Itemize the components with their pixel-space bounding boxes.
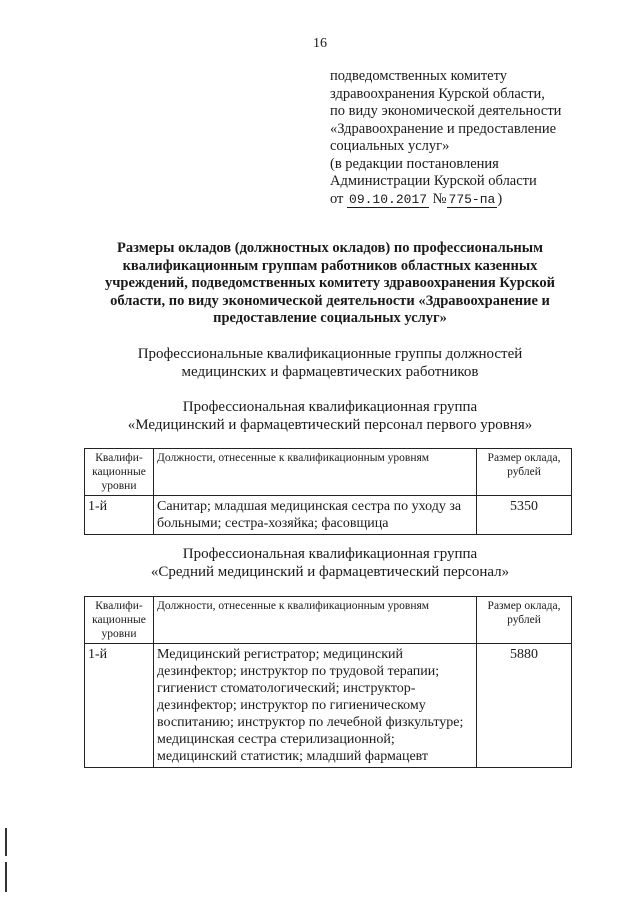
resolution-number: 775-па <box>448 191 496 207</box>
header-line: по виду экономической деятельности <box>330 103 562 119</box>
column-header-salary: Размер оклада, рублей <box>477 597 572 644</box>
header-line: социальных услуг» <box>330 138 450 154</box>
resolution-date: 09.10.2017 <box>349 191 428 207</box>
scan-margin-mark <box>5 862 7 892</box>
header-line: (в редакции постановления <box>330 155 499 172</box>
group-heading-line: Профессиональная квалификационная группа <box>182 546 478 562</box>
group-heading-line: «Средний медицинский и фармацевтический персонал» <box>150 564 510 580</box>
group-heading-line: «Медицинский и фармацевтический персонал первого уровня» <box>127 417 533 433</box>
header-line: подведомственных комитету <box>330 68 507 84</box>
salary-cell: 5880 <box>477 644 572 768</box>
positions-cell: Санитар; младшая медицинская сестра по уходу за больными; сестра-хозяйка; фасовщица <box>154 496 477 535</box>
group-heading <box>100 398 560 434</box>
salary-cell: 5350 <box>477 496 572 535</box>
section-heading-line: Профессиональные квалификационные группы должностей <box>137 346 523 362</box>
close-paren: ) <box>497 190 503 207</box>
level-cell: 1-й <box>85 644 154 768</box>
column-header-level: Квалифи-кационные уровни <box>85 449 154 496</box>
from-label: от <box>330 190 344 207</box>
column-header-salary: Размер оклада, рублей <box>477 449 572 496</box>
salary-table <box>84 448 572 535</box>
header-line: «Здравоохранение и предоставление <box>330 120 557 137</box>
scan-margin-mark <box>5 828 7 856</box>
header-line: здравоохранения Курской области, <box>330 85 545 102</box>
column-header-positions: Должности, отнесенные к квалификационным уровням <box>154 449 477 496</box>
group-heading <box>100 545 560 581</box>
table-row <box>85 644 572 768</box>
table-header-row <box>85 597 572 644</box>
header-date-line <box>330 191 600 209</box>
positions-cell: Медицинский регистратор; медицинский дезинфектор; инструктор по трудовой терапии; гигиенист стоматологический; инструктор-дезинфектор; инструктор по гигиеническому воспитанию; инструктор по лечебной физкультуре; медицинская сестра стерилизационной; медицинский статистик; младший фармацевт <box>154 644 477 768</box>
approval-header <box>330 68 600 208</box>
number-label: № <box>432 190 447 207</box>
section-heading-line: медицинских и фармацевтических работников <box>181 364 479 380</box>
section-heading <box>100 345 560 381</box>
level-cell: 1-й <box>85 496 154 535</box>
header-line: Администрации Курской области <box>330 173 537 189</box>
table-row <box>85 496 572 535</box>
table-header-row <box>85 449 572 496</box>
group-heading-line: Профессиональная квалификационная группа <box>182 399 478 415</box>
salary-table <box>84 596 572 768</box>
column-header-positions: Должности, отнесенные к квалификационным уровням <box>154 597 477 644</box>
column-header-level: Квалифи-кационные уровни <box>85 597 154 644</box>
document-title: Размеры окладов (должностных окладов) по профессиональным квалификационным группам работников областных казенных учреждений, подведомственных комитету здравоохранения Курской области, по виду экономической деятельности «Здравоохранение и предоставление социальных услуг» <box>104 240 556 326</box>
page-number: 16 <box>313 36 327 51</box>
